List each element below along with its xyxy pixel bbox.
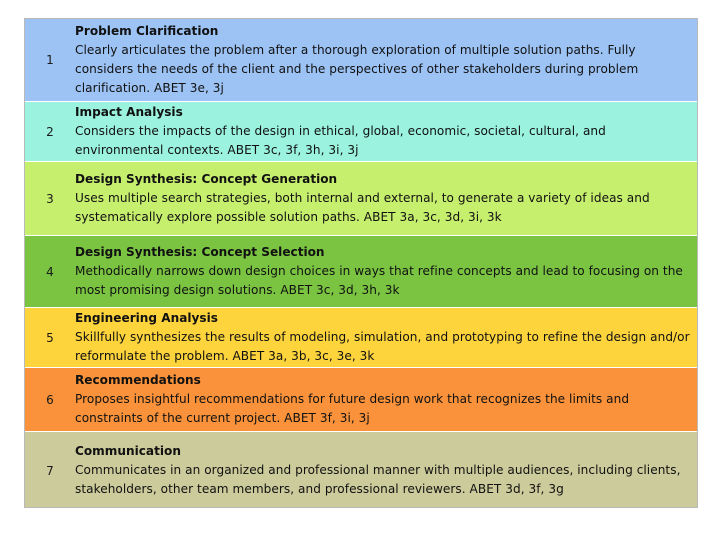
row-title: Recommendations xyxy=(75,373,201,387)
rubric-row-1 xyxy=(25,19,697,102)
rubric-table xyxy=(24,18,698,508)
row-number: 7 xyxy=(46,463,54,478)
row-content xyxy=(75,102,693,161)
row-description: Communicates in an organized and professional manner with multiple audiences, including clients, stakeholders, other team members, and professional reviewers. ABET 3d, 3f, 3g xyxy=(75,463,681,496)
row-number: 1 xyxy=(46,53,54,67)
row-description: Proposes insightful recommendations for future design work that recognizes the limits and constraints of the current project. ABET 3f, 3i, 3j xyxy=(75,392,630,425)
row-number: 6 xyxy=(46,392,54,407)
row-number: 5 xyxy=(46,330,54,345)
row-title: Engineering Analysis xyxy=(75,311,218,325)
row-title: Communication xyxy=(75,444,181,458)
row-description: Considers the impacts of the design in ethical, global, economic, societal, cultural, and environmental contexts. ABET 3c, 3f, 3h, 3i, 3j xyxy=(75,124,606,157)
rubric-row-3 xyxy=(25,162,697,236)
row-title: Problem Clarification xyxy=(75,24,219,38)
row-content xyxy=(75,236,693,307)
rubric-row-6 xyxy=(25,368,697,432)
row-content xyxy=(75,308,693,367)
row-number: 4 xyxy=(46,264,54,279)
rubric-row-5 xyxy=(25,308,697,368)
row-number: 2 xyxy=(46,124,54,139)
row-title: Design Synthesis: Concept Generation xyxy=(75,172,338,186)
row-description: Uses multiple search strategies, both internal and external, to generate a variety of ideas and systematically explore possible solution paths. ABET 3a, 3c, 3d, 3i, 3k xyxy=(75,191,650,224)
rubric-row-4 xyxy=(25,236,697,308)
row-title: Impact Analysis xyxy=(75,105,183,119)
row-content xyxy=(75,432,693,508)
row-content xyxy=(75,162,693,235)
row-description: Skillfully synthesizes the results of modeling, simulation, and prototyping to refine the design and/or reformulate the problem. ABET 3a, 3b, 3c, 3e, 3k xyxy=(75,330,690,363)
row-number: 3 xyxy=(46,191,54,206)
row-description: Clearly articulates the problem after a thorough exploration of multiple solution paths. Fully considers the needs of the client and the perspectives of other stakeholders during problem clarification. ABET 3e, 3j xyxy=(75,43,639,95)
rubric-row-7 xyxy=(25,432,697,508)
row-title: Design Synthesis: Concept Selection xyxy=(75,245,325,259)
row-content xyxy=(75,19,693,101)
row-content xyxy=(75,368,693,431)
row-description: Methodically narrows down design choices in ways that refine concepts and lead to focusing on the most promising design solutions. ABET 3c, 3d, 3h, 3k xyxy=(75,264,683,297)
rubric-row-2 xyxy=(25,102,697,162)
